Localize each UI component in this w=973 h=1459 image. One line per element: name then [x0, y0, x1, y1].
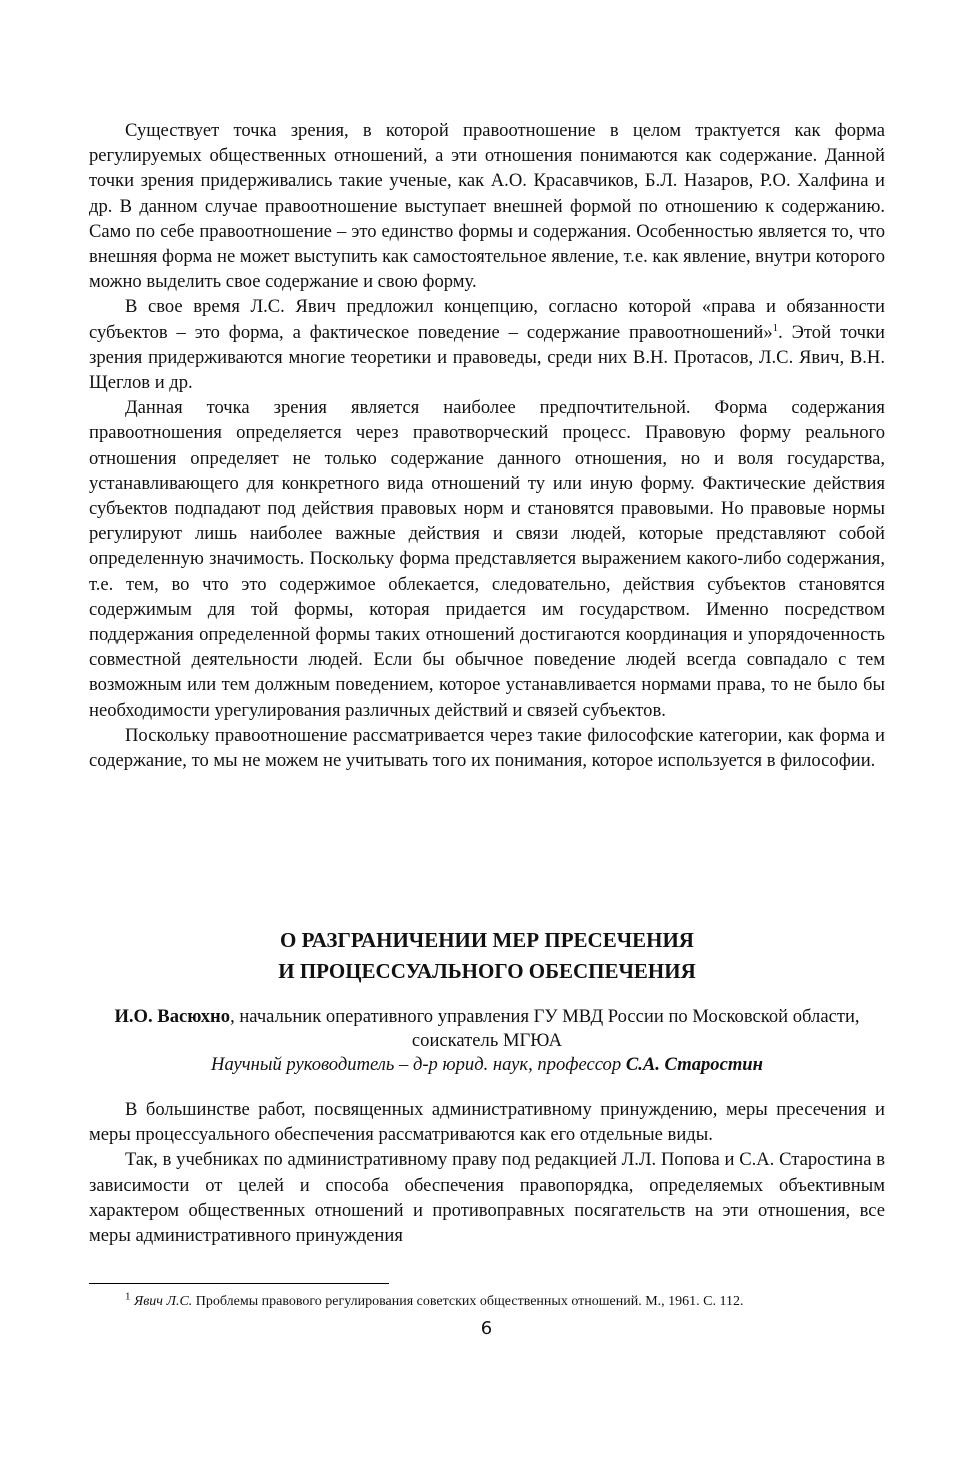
- advisor-name: С.А. Старостин: [625, 1054, 763, 1075]
- paragraph: Существует точка зрения, в которой правоотношение в целом трактуется как форма регулируемых общественных отношений, а эти отношения понимаются как содержание. Данной точки зрения придерживались такие ученые, как А.О. Красавчиков, Б.Л. Назаров, Р.О. Халфина и др. В данном случае правоотношение выступает внешней формой по отношению к содержанию. Само по себе правоотношение – это единство формы и содержания. Особенностью является то, что внешняя форма не может выступить как самостоятельное явление, т.е. как явление, внутри которого можно выделить свое содержание и свою форму.: [89, 120, 885, 293]
- paragraph-text: . Этой точки зрения придерживаются многие теоретики и правоведы, среди них В.Н. Протасов, Л.С. Явич, В.Н. Щеглов и др.: [89, 321, 885, 394]
- paragraph-text: В свое время Л.С. Явич предложил концепцию, согласно которой «права и обязанности субъектов – это форма, а фактическое поведение – содержание правоотношений»: [89, 296, 885, 343]
- author-name: И.О. Васюхно: [114, 1006, 231, 1027]
- author-position: , начальник оперативного управления ГУ МВД России по Московской области, соискатель МГЮА: [230, 1006, 860, 1051]
- footnote-number: 1: [125, 1290, 131, 1303]
- footnote-ref[interactable]: 1: [772, 321, 779, 334]
- article-title: [89, 925, 885, 987]
- advisor-prefix: Научный руководитель – д-р юрид. наук, профессор: [211, 1054, 626, 1075]
- paragraph-with-footnote: [89, 294, 885, 395]
- paragraph: Данная точка зрения является наиболее предпочтительной. Форма содержания правоотношения определяется через правотворческий процесс. Правовую форму реального отношения определяет не только содержание данного отношения, но и воля государства, устанавливающего для конкретного вида отношений ту или иную форму. Фактические действия субъектов подпадают под действия правовых норм и становятся правовыми. Но правовые нормы регулируют лишь наиболее важные действия и связи людей, которые представляют собой определенную значимость. Поскольку форма представляется выражением какого-либо содержания, т.е. тем, во что это содержимое облекается, следовательно, действия субъектов становятся содержимым для той формы, которая придается им государством. Именно посредством поддержания определенной формы таких отношений достигаются координация и упорядоченность совместной деятельности людей. Если бы обычное поведение людей всегда совпадало с тем возможным или тем должным поведением, которое устанавливается нормами права, то не было бы необходимости урегулирования различных действий и связей субъектов.: [89, 397, 885, 721]
- article-title-line: О РАЗГРАНИЧЕНИИ МЕР ПРЕСЕЧЕНИЯ: [280, 928, 694, 952]
- footnote: [89, 1290, 885, 1311]
- paragraph: Поскольку правоотношение рассматривается через такие философские категории, как форма и содержание, то мы не можем не учитывать того их понимания, которое используется в философии.: [89, 724, 885, 772]
- article-title-line: И ПРОЦЕССУАЛЬНОГО ОБЕСПЕЧЕНИЯ: [278, 959, 696, 983]
- section-body-bottom: [89, 1097, 885, 1248]
- author-block: [89, 1005, 885, 1077]
- footnote-divider: [89, 1283, 389, 1284]
- advisor-line: [89, 1053, 885, 1077]
- page-number: 6: [480, 1318, 493, 1339]
- footnote-author: Явич Л.С.: [134, 1294, 193, 1309]
- paragraph: В большинстве работ, посвященных административному принуждению, меры пресечения и меры процессуального обеспечения рассматриваются как его отдельные виды.: [89, 1099, 885, 1146]
- footnote-text: Проблемы правового регулирования советских общественных отношений. М., 1961. С. 112.: [192, 1294, 744, 1309]
- section-body-top: [89, 118, 885, 773]
- paragraph: Так, в учебниках по административному праву под редакцией Л.Л. Попова и С.А. Старостина в зависимости от целей и способа обеспечения правопорядка, определяемых объективным характером общественных отношений и противоправных посягательств на эти отношения, все меры административного принуждения: [89, 1149, 885, 1247]
